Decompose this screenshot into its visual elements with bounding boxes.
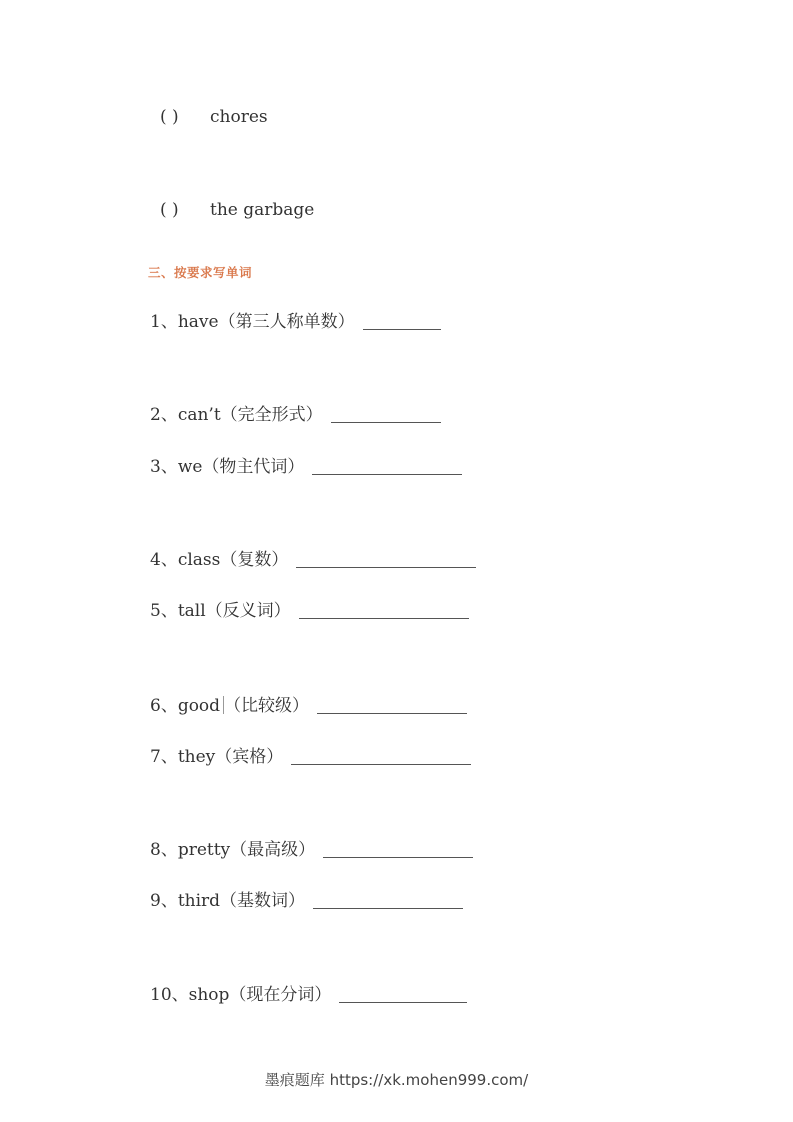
question-text: 1、have（第三人称单数） [150, 312, 355, 332]
answer-parentheses[interactable]: ( ) [160, 107, 179, 127]
question-4 [150, 548, 476, 571]
match-item-text: chores [210, 107, 268, 127]
answer-blank[interactable] [363, 313, 441, 330]
question-1 [150, 310, 441, 333]
answer-blank[interactable] [323, 841, 473, 858]
footer-watermark: 墨痕题库 https://xk.mohen999.com/ [264, 1071, 529, 1089]
answer-parentheses[interactable]: ( ) [160, 200, 179, 220]
answer-blank[interactable] [313, 892, 463, 909]
question-text: 6、good [150, 696, 221, 716]
question-text: 5、tall（反义词） [150, 601, 291, 621]
match-item-garbage [160, 199, 314, 221]
question-text: 10、shop（现在分词） [150, 985, 332, 1005]
question-7 [150, 745, 471, 768]
question-6 [150, 693, 467, 717]
question-2 [150, 403, 441, 426]
answer-blank[interactable] [291, 748, 471, 765]
text-cursor [223, 696, 224, 714]
question-5 [150, 599, 469, 622]
answer-blank[interactable] [331, 406, 441, 423]
match-item-text: the garbage [210, 200, 315, 220]
answer-blank[interactable] [299, 602, 469, 619]
question-10 [150, 983, 467, 1006]
question-text: 3、we（物主代词） [150, 457, 305, 477]
question-3 [150, 455, 462, 478]
answer-blank[interactable] [339, 986, 467, 1003]
match-item-chores [160, 106, 268, 128]
question-text: 4、class（复数） [150, 550, 289, 570]
question-text: 8、pretty（最高级） [150, 840, 316, 860]
answer-blank[interactable] [317, 697, 467, 714]
question-text: 9、third（基数词） [150, 891, 306, 911]
answer-blank[interactable] [312, 458, 462, 475]
section-title: 三、按要求写单词 [148, 265, 253, 280]
question-9 [150, 889, 463, 912]
question-8 [150, 838, 473, 861]
question-text: 7、they（宾格） [150, 747, 284, 767]
answer-blank[interactable] [296, 551, 476, 568]
question-text: 2、can’t（完全形式） [150, 405, 323, 425]
question-text-after: （比较级） [224, 696, 310, 716]
